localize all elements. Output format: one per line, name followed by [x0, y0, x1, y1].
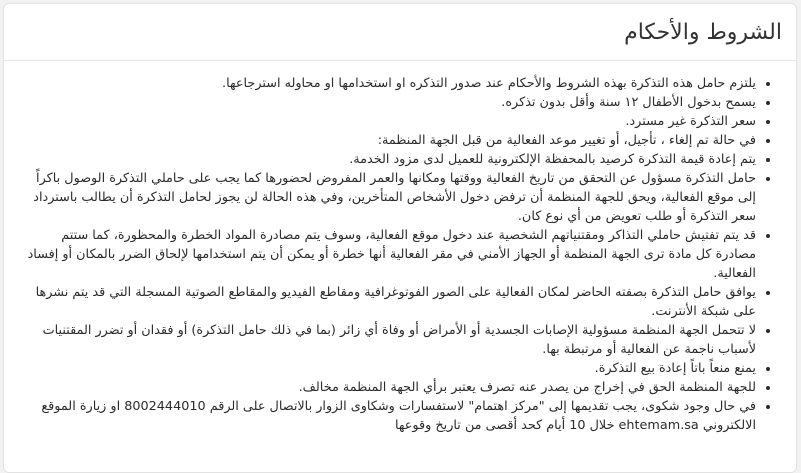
title-divider	[4, 60, 796, 61]
term-item: • يتم إعادة قيمة التذكرة كرصيد بالمحفظة الإلكترونية للعميل لدى مزود الخدمة.	[20, 150, 756, 169]
term-item: • يسمح بدخول الأطفال ١٢ سنة وأقل بدون تذكره.	[20, 93, 756, 112]
term-item: • يوافق حامل التذكرة بصفته الحاضر لمكان الفعالية على الصور الفوتوغرافية ومقاطع الفيديو والمقاطع الصوتية المسجلة التي قد يتم نشرها على شبكة الأنترنت.	[20, 283, 756, 321]
term-item: • حامل التذكرة مسؤول عن التحقق من تاريخ الفعالية ووقتها ومكانها والعمر المفروض لحضورها كما يجب على حاملي التذكرة الوصول باكراً إلى موقع الفعالية، ويحق للجهة المنظمة أن ترفض دخول الأشخاص المتأخرين، وفي هذه الحالة لن يجوز لحامل التذكرة أن يطالب باسترداد سعر التذكرة أو طلب تعويض من أي نوع كان.	[20, 169, 756, 226]
term-item: • في حالة تم إلغاء ، تأجيل، أو تغيير موعد الفعالية من قبل الجهة المنظمة:	[20, 131, 756, 150]
terms-card	[3, 3, 797, 473]
term-item: • قد يتم تفتيش حاملي التذاكر ومقتنياتهم الشخصية عند دخول موقع الفعالية، وسوف يتم مصادرة المواد الخطرة والمحظورة، كما ستتم مصادرة كل مادة ترى الجهة المنظمة أو الجهاز الأمني في مقر الفعالية أنها خطرة أو يمكن أن يتم استخدامها لإلحاق الضرر بالمكان أو إفساد الفعالية.	[20, 226, 756, 283]
term-item: • يلتزم حامل هذه التذكرة بهذه الشروط والأحكام عند صدور التذكره او استخدامها او محاوله استرجاعها.	[20, 74, 756, 93]
terms-list	[20, 74, 770, 435]
term-item: • سعر التذكرة غير مسترد.	[20, 112, 756, 131]
term-item: • يمنع منعاً باتاً إعادة بيع التذكرة.	[20, 359, 756, 378]
term-item: • لا تتحمل الجهة المنظمة مسؤولية الإصابات الجسدية أو الأمراض أو وفاة أي زائر (بما في ذلك حامل التذكرة) أو فقدان أو تضرر المقتنيات لأسباب ناجمة عن الفعالية أو مرتبطة بها.	[20, 321, 756, 359]
term-item-complaints: • في حال وجود شكوى، يجب تقديمها إلى "مركز اهتمام" لاستفسارات وشكاوى الزوار بالاتصال على الرقم 8002444010 او زيارة الموقع الالكتروني ehtemam.sa خلال 10 أيام كحد أقصى من تاريخ وقوعها	[20, 397, 756, 435]
page-title: الشروط والأحكام	[624, 20, 782, 45]
term-item: • للجهة المنظمة الحق في إخراج من يصدر عنه تصرف يعتبر برأي الجهة المنظمة مخالف.	[20, 378, 756, 397]
